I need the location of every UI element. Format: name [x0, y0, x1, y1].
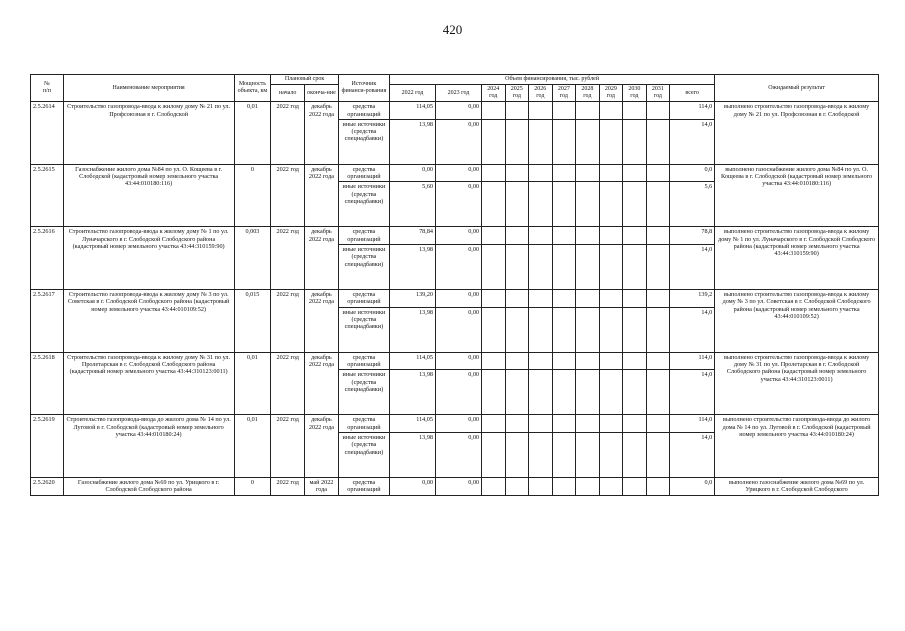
- row-2023-2: 0,00: [436, 245, 482, 290]
- header-year: 2031 год: [646, 85, 670, 102]
- row-empty-year: [529, 227, 553, 245]
- row-start: 2022 год: [271, 352, 305, 415]
- row-empty-year: [623, 370, 647, 415]
- row-2023-1: 0,00: [436, 102, 482, 120]
- row-empty-year: [482, 477, 506, 495]
- row-empty-year: [505, 245, 529, 290]
- row-end: декабрь 2022 года: [305, 415, 339, 478]
- row-source-2: иные источники (средства спецнадбавки): [338, 432, 389, 477]
- row-2022-1: 114,05: [389, 352, 435, 370]
- row-name: Строительство газопровода-ввода к жилому дому № 3 по ул. Советская в г. Слободской Слободского района (кадастровый номер земельного участка 43:44:010109:52): [63, 290, 234, 353]
- row-2023-1: 0,00: [436, 415, 482, 433]
- row-empty-year: [552, 370, 576, 415]
- header-year: 2025 год: [505, 85, 529, 102]
- row-empty-year: [552, 227, 576, 245]
- row-start: 2022 год: [271, 290, 305, 353]
- row-empty-year: [552, 432, 576, 477]
- row-empty-year: [505, 182, 529, 227]
- row-empty-year: [529, 102, 553, 120]
- row-start: 2022 год: [271, 102, 305, 165]
- row-empty-year: [552, 290, 576, 308]
- row-capacity: 0,01: [234, 415, 271, 478]
- header-year: 2026 год: [529, 85, 553, 102]
- row-2022-2: 13,98: [389, 119, 435, 164]
- row-source-2: иные источники (средства спецнадбавки): [338, 307, 389, 352]
- header-year: 2024 год: [482, 85, 506, 102]
- row-empty-year: [599, 102, 623, 120]
- row-capacity: 0,01: [234, 102, 271, 165]
- row-name: Строительство газопровода-ввода к жилому дому № 21 по ул. Профсоюзная в г. Слободской: [63, 102, 234, 165]
- row-end: декабрь 2022 года: [305, 164, 339, 227]
- row-empty-year: [576, 415, 600, 433]
- row-number: 2.5.2616: [31, 227, 64, 290]
- row-empty-year: [505, 370, 529, 415]
- row-2022-2: 13,98: [389, 370, 435, 415]
- row-empty-year: [599, 370, 623, 415]
- row-empty-year: [623, 307, 647, 352]
- table-row: [31, 227, 879, 245]
- row-empty-year: [529, 182, 553, 227]
- table-row: [31, 352, 879, 370]
- row-empty-year: [599, 307, 623, 352]
- header-year: 2029 год: [599, 85, 623, 102]
- row-empty-year: [646, 432, 670, 477]
- row-2023-2: 0,00: [436, 370, 482, 415]
- row-2022-2: 13,98: [389, 245, 435, 290]
- row-start: 2022 год: [271, 227, 305, 290]
- row-2023-2: 0,00: [436, 307, 482, 352]
- row-empty-year: [552, 164, 576, 182]
- row-empty-year: [599, 227, 623, 245]
- row-empty-year: [505, 119, 529, 164]
- row-name: Строительство газопровода-ввода к жилому дому № 1 по ул. Луначарского в г. Слободской Слободского района (кадастровый номер земельного участка 43:44:310159:90): [63, 227, 234, 290]
- row-end: май 2022 года: [305, 477, 339, 495]
- header-name: Наименование мероприятия: [63, 75, 234, 102]
- row-empty-year: [482, 370, 506, 415]
- row-empty-year: [482, 102, 506, 120]
- row-start: 2022 год: [271, 164, 305, 227]
- row-source-1: средства организаций: [338, 164, 389, 182]
- header-year: 2030 год: [623, 85, 647, 102]
- row-empty-year: [505, 102, 529, 120]
- row-end: декабрь 2022 года: [305, 227, 339, 290]
- row-empty-year: [646, 415, 670, 433]
- row-name: Газоснабжение жилого дома №69 по ул. Урицкого в г. Слободской Слободского района: [63, 477, 234, 495]
- row-2022-1: 0,00: [389, 164, 435, 182]
- row-end: декабрь 2022 года: [305, 352, 339, 415]
- header-num: № п/п: [31, 75, 64, 102]
- table-body: [31, 102, 879, 495]
- row-empty-year: [576, 245, 600, 290]
- row-2022-1: 0,00: [389, 477, 435, 495]
- row-source-1: средства организаций: [338, 227, 389, 245]
- row-empty-year: [552, 307, 576, 352]
- row-empty-year: [646, 352, 670, 370]
- row-source-1: средства организаций: [338, 415, 389, 433]
- row-name: Строительство газопровода-ввода к жилому дому № 31 по ул. Пролетарская в г. Слободской Слободского района (кадастровый номер земельного участка 43:44:310123:0011): [63, 352, 234, 415]
- row-2022-2: 5,60: [389, 182, 435, 227]
- row-source-2: иные источники (средства спецнадбавки): [338, 245, 389, 290]
- row-2023-1: 0,00: [436, 227, 482, 245]
- row-total-2: 14,0: [670, 119, 715, 164]
- row-empty-year: [576, 432, 600, 477]
- row-result: выполнено строительство газопровода-ввода до жилого дома № 14 по ул. Луговой в г. Слободской (кадастровый номер земельного участка 43:44:010180:24): [715, 415, 879, 478]
- header-year: 2027 год: [552, 85, 576, 102]
- row-empty-year: [599, 352, 623, 370]
- page-number: 420: [442, 22, 463, 37]
- row-capacity: 0: [234, 164, 271, 227]
- row-empty-year: [552, 182, 576, 227]
- row-2023-1: 0,00: [436, 477, 482, 495]
- row-total-2: 14,0: [670, 307, 715, 352]
- row-empty-year: [576, 182, 600, 227]
- row-empty-year: [529, 119, 553, 164]
- row-2022-2: 13,98: [389, 432, 435, 477]
- row-number: 2.5.2619: [31, 415, 64, 478]
- row-empty-year: [623, 102, 647, 120]
- row-number: 2.5.2615: [31, 164, 64, 227]
- row-empty-year: [529, 290, 553, 308]
- row-total-1: 114,0: [670, 102, 715, 120]
- row-empty-year: [623, 164, 647, 182]
- header-end: оконча-ние: [305, 85, 339, 102]
- header-capacity: Мощность объекта, км: [234, 75, 271, 102]
- row-result: выполнено строительство газопровода-ввода к жилому дому № 1 по ул. Луначарского в г. Слободской Слободского района (кадастровый номер земельного участка 43:44:310159:90): [715, 227, 879, 290]
- row-empty-year: [482, 307, 506, 352]
- row-total-1: 0,0: [670, 164, 715, 182]
- row-empty-year: [599, 432, 623, 477]
- row-2023-1: 0,00: [436, 352, 482, 370]
- row-empty-year: [599, 415, 623, 433]
- row-empty-year: [505, 164, 529, 182]
- row-2023-2: 0,00: [436, 182, 482, 227]
- row-empty-year: [623, 119, 647, 164]
- row-source-1: средства организаций: [338, 290, 389, 308]
- row-empty-year: [552, 477, 576, 495]
- row-source-1: средства организаций: [338, 102, 389, 120]
- row-empty-year: [482, 119, 506, 164]
- row-empty-year: [623, 352, 647, 370]
- row-empty-year: [482, 182, 506, 227]
- row-2022-2: 13,98: [389, 307, 435, 352]
- row-total-1: 114,0: [670, 415, 715, 433]
- row-number: 2.5.2617: [31, 290, 64, 353]
- header-result: Ожидаемый результат: [715, 75, 879, 102]
- row-empty-year: [529, 415, 553, 433]
- row-2022-1: 114,05: [389, 102, 435, 120]
- row-2023-1: 0,00: [436, 164, 482, 182]
- header-year: 2023 год: [436, 85, 482, 102]
- row-empty-year: [646, 245, 670, 290]
- row-total-2: 14,0: [670, 432, 715, 477]
- row-empty-year: [505, 415, 529, 433]
- row-result: выполнено строительство газопровода-ввода к жилому дому № 21 по ул. Профсоюзная в г. Слободской: [715, 102, 879, 165]
- row-empty-year: [529, 352, 553, 370]
- row-empty-year: [482, 432, 506, 477]
- row-source-2: иные источники (средства спецнадбавки): [338, 370, 389, 415]
- header-year: 2022 год: [389, 85, 435, 102]
- table-row: [31, 415, 879, 433]
- table-row: [31, 164, 879, 182]
- row-empty-year: [576, 227, 600, 245]
- row-empty-year: [576, 370, 600, 415]
- row-total-1: 139,2: [670, 290, 715, 308]
- row-empty-year: [482, 290, 506, 308]
- row-empty-year: [552, 119, 576, 164]
- row-empty-year: [505, 227, 529, 245]
- header-year: 2028 год: [576, 85, 600, 102]
- row-2022-1: 139,20: [389, 290, 435, 308]
- table-row: [31, 290, 879, 308]
- row-empty-year: [576, 290, 600, 308]
- row-start: 2022 год: [271, 415, 305, 478]
- row-total-1: 0,0: [670, 477, 715, 495]
- row-capacity: 0,015: [234, 290, 271, 353]
- row-empty-year: [646, 182, 670, 227]
- row-start: 2022 год: [271, 477, 305, 495]
- row-total-2: 14,0: [670, 370, 715, 415]
- row-empty-year: [576, 119, 600, 164]
- row-empty-year: [482, 164, 506, 182]
- row-empty-year: [623, 477, 647, 495]
- row-total-2: 5,6: [670, 182, 715, 227]
- row-empty-year: [552, 352, 576, 370]
- row-empty-year: [646, 290, 670, 308]
- row-empty-year: [599, 182, 623, 227]
- row-capacity: 0,01: [234, 352, 271, 415]
- row-2023-2: 0,00: [436, 119, 482, 164]
- row-empty-year: [599, 119, 623, 164]
- row-empty-year: [623, 182, 647, 227]
- row-2022-1: 114,05: [389, 415, 435, 433]
- header-start: начало: [271, 85, 305, 102]
- row-empty-year: [529, 477, 553, 495]
- row-empty-year: [599, 245, 623, 290]
- row-empty-year: [576, 352, 600, 370]
- row-number: 2.5.2618: [31, 352, 64, 415]
- row-empty-year: [599, 477, 623, 495]
- table-row: [31, 477, 879, 495]
- row-empty-year: [576, 164, 600, 182]
- row-result: выполнено строительство газопровода-ввода к жилому дому № 31 по ул. Пролетарская в г. Слободской Слободского района (кадастровый номер земельного участка 43:44:310123:0011): [715, 352, 879, 415]
- row-empty-year: [646, 477, 670, 495]
- row-total-2: 14,0: [670, 245, 715, 290]
- row-empty-year: [646, 119, 670, 164]
- row-empty-year: [482, 227, 506, 245]
- header-funding: Объем финансирования, тыс. рублей: [389, 75, 714, 85]
- row-empty-year: [552, 102, 576, 120]
- row-source-2: иные источники (средства спецнадбавки): [338, 119, 389, 164]
- row-2023-1: 0,00: [436, 290, 482, 308]
- row-result: выполнено газоснабжение жилого дома №84 по ул. О. Кощеева в г. Слободской (кадастровый номер земельного участка 43:44:010180:116): [715, 164, 879, 227]
- row-empty-year: [505, 352, 529, 370]
- row-empty-year: [482, 245, 506, 290]
- row-empty-year: [576, 307, 600, 352]
- row-empty-year: [482, 352, 506, 370]
- header-source: Источник финанси-рования: [338, 75, 389, 102]
- row-empty-year: [529, 245, 553, 290]
- row-capacity: 0: [234, 477, 271, 495]
- row-source-1: средства организаций: [338, 352, 389, 370]
- row-empty-year: [646, 227, 670, 245]
- row-source-2: иные источники (средства спецнадбавки): [338, 182, 389, 227]
- row-total-1: 78,8: [670, 227, 715, 245]
- row-number: 2.5.2620: [31, 477, 64, 495]
- row-source-1: средства организаций: [338, 477, 389, 495]
- row-empty-year: [646, 370, 670, 415]
- row-2022-1: 78,84: [389, 227, 435, 245]
- row-empty-year: [529, 307, 553, 352]
- row-capacity: 0,003: [234, 227, 271, 290]
- row-empty-year: [599, 290, 623, 308]
- row-empty-year: [623, 432, 647, 477]
- header-period: Плановый срок: [271, 75, 339, 85]
- row-total-1: 114,0: [670, 352, 715, 370]
- table-row: [31, 102, 879, 120]
- row-empty-year: [505, 290, 529, 308]
- row-empty-year: [646, 102, 670, 120]
- row-empty-year: [552, 245, 576, 290]
- row-empty-year: [505, 307, 529, 352]
- row-empty-year: [623, 290, 647, 308]
- row-empty-year: [646, 307, 670, 352]
- row-empty-year: [623, 245, 647, 290]
- row-end: декабрь 2022 года: [305, 102, 339, 165]
- row-empty-year: [576, 102, 600, 120]
- row-name: Строительство газопровода-ввода до жилого дома № 14 по ул. Луговой в г. Слободской (кадастровый номер земельного участка 43:44:010180:24): [63, 415, 234, 478]
- row-empty-year: [623, 227, 647, 245]
- row-empty-year: [482, 415, 506, 433]
- row-empty-year: [599, 164, 623, 182]
- row-empty-year: [576, 477, 600, 495]
- row-empty-year: [529, 164, 553, 182]
- row-empty-year: [623, 415, 647, 433]
- header-total: всего: [670, 85, 715, 102]
- row-name: Газоснабжение жилого дома №84 по ул. О. Кощеева в г. Слободской (кадастровый номер земельного участка 43:44:010180:116): [63, 164, 234, 227]
- row-result: выполнено строительство газопровода-ввода к жилому дому № 3 по ул. Советская в г. Слободской Слободского района (кадастровый номер земельного участка 43:44:010109:52): [715, 290, 879, 353]
- row-empty-year: [505, 432, 529, 477]
- row-result: выполнено газоснабжение жилого дома №69 по ул. Урицкого в г. Слободской Слободского: [715, 477, 879, 495]
- row-empty-year: [505, 477, 529, 495]
- row-end: декабрь 2022 года: [305, 290, 339, 353]
- row-empty-year: [646, 164, 670, 182]
- row-empty-year: [529, 432, 553, 477]
- row-empty-year: [529, 370, 553, 415]
- row-number: 2.5.2614: [31, 102, 64, 165]
- financing-table: [30, 74, 879, 496]
- row-2023-2: 0,00: [436, 432, 482, 477]
- row-empty-year: [552, 415, 576, 433]
